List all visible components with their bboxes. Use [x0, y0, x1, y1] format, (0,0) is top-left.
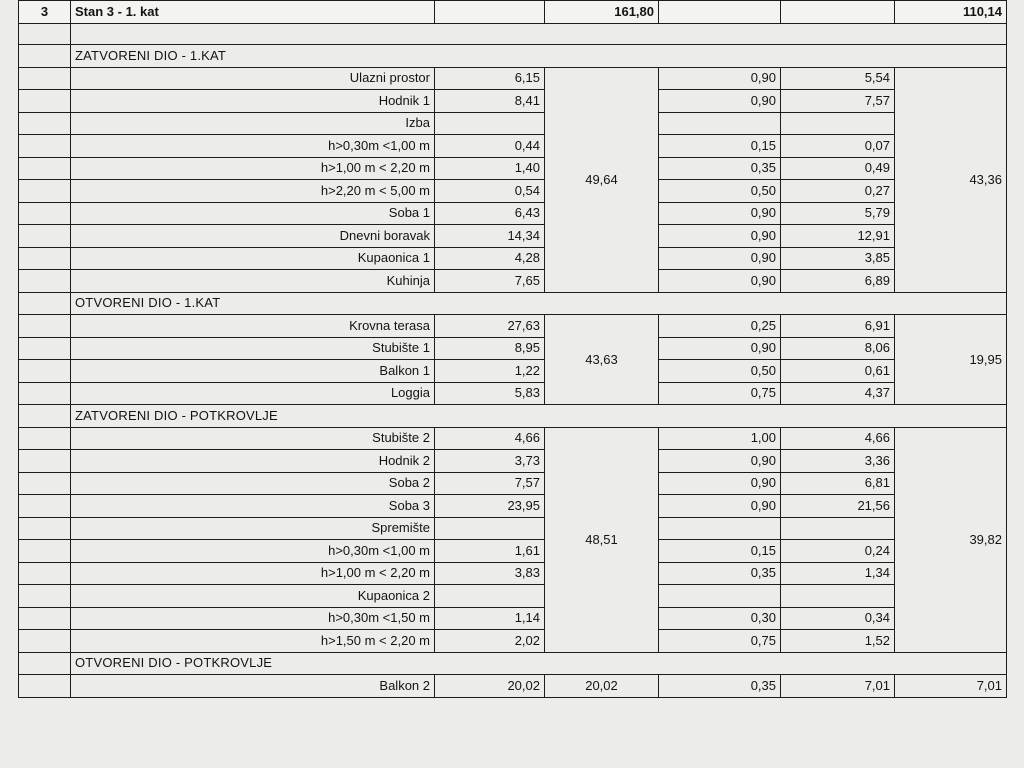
section-subtotal-net: 43,36: [895, 67, 1007, 292]
room-net-area: 0,07: [781, 135, 895, 158]
room-label: Balkon 1: [71, 360, 435, 383]
empty-cell: [19, 360, 71, 383]
empty-cell: [19, 270, 71, 293]
room-row: [19, 270, 1007, 293]
section-subtotal-gross: 48,51: [545, 427, 659, 652]
room-row: [19, 315, 1007, 338]
room-label: Ulazni prostor: [71, 67, 435, 90]
room-net-area: [781, 517, 895, 540]
section-header-row: [19, 652, 1007, 675]
room-row: [19, 427, 1007, 450]
room-label: Kuhinja: [71, 270, 435, 293]
room-coefficient: 0,15: [659, 135, 781, 158]
room-area: 8,95: [435, 337, 545, 360]
room-row: [19, 247, 1007, 270]
room-area: 3,73: [435, 450, 545, 473]
room-label: Spremište: [71, 517, 435, 540]
apartment-header-row: [19, 1, 1007, 24]
empty-cell: [19, 247, 71, 270]
section-title: ZATVORENI DIO - 1.KAT: [71, 45, 1007, 68]
room-label: h>0,30m <1,00 m: [71, 540, 435, 563]
empty-cell: [19, 495, 71, 518]
room-area: 23,95: [435, 495, 545, 518]
section-subtotal-net: 39,82: [895, 427, 1007, 652]
area-table: [18, 0, 1007, 698]
room-area: 1,22: [435, 360, 545, 383]
room-area: 5,83: [435, 382, 545, 405]
room-row: [19, 225, 1007, 248]
room-net-area: 0,61: [781, 360, 895, 383]
section-subtotal-gross: 43,63: [545, 315, 659, 405]
room-area: [435, 517, 545, 540]
room-net-area: 5,79: [781, 202, 895, 225]
empty-cell: [19, 45, 71, 68]
empty-cell: [19, 675, 71, 698]
room-label: Hodnik 2: [71, 450, 435, 473]
room-row: [19, 157, 1007, 180]
room-coefficient: 0,35: [659, 675, 781, 698]
room-area: 1,61: [435, 540, 545, 563]
room-coefficient: 0,90: [659, 337, 781, 360]
room-label: h>2,20 m < 5,00 m: [71, 180, 435, 203]
room-label: Kupaonica 2: [71, 585, 435, 608]
empty-cell: [71, 24, 1007, 45]
room-area: [435, 112, 545, 135]
room-coefficient: 0,75: [659, 630, 781, 653]
room-net-area: 0,49: [781, 157, 895, 180]
room-coefficient: 0,90: [659, 225, 781, 248]
apartment-total-net: 110,14: [895, 1, 1007, 24]
empty-cell: [19, 517, 71, 540]
room-coefficient: 0,90: [659, 202, 781, 225]
empty-cell: [19, 630, 71, 653]
spacer-row: [19, 24, 1007, 45]
room-area: 0,54: [435, 180, 545, 203]
empty-cell: [19, 315, 71, 338]
room-label: Balkon 2: [71, 675, 435, 698]
section-subtotal-net: 19,95: [895, 315, 1007, 405]
empty-cell: [19, 405, 71, 428]
room-row: [19, 607, 1007, 630]
room-area: 6,15: [435, 67, 545, 90]
room-label: Dnevni boravak: [71, 225, 435, 248]
room-net-area: 3,36: [781, 450, 895, 473]
room-area: 7,65: [435, 270, 545, 293]
section-subtotal-gross: 20,02: [545, 675, 659, 698]
apartment-index: 3: [19, 1, 71, 24]
room-coefficient: [659, 112, 781, 135]
room-label: Soba 2: [71, 472, 435, 495]
room-row: [19, 675, 1007, 698]
room-row: [19, 472, 1007, 495]
room-row: [19, 112, 1007, 135]
room-area: 8,41: [435, 90, 545, 113]
room-coefficient: 0,90: [659, 270, 781, 293]
room-label: Izba: [71, 112, 435, 135]
room-net-area: [781, 585, 895, 608]
room-coefficient: 1,00: [659, 427, 781, 450]
room-label: h>1,00 m < 2,20 m: [71, 562, 435, 585]
room-row: [19, 630, 1007, 653]
room-net-area: 6,81: [781, 472, 895, 495]
empty-cell: [19, 427, 71, 450]
room-coefficient: 0,90: [659, 495, 781, 518]
empty-cell: [19, 607, 71, 630]
empty-cell: [659, 1, 781, 24]
room-label: Stubište 1: [71, 337, 435, 360]
room-row: [19, 135, 1007, 158]
room-label: h>0,30m <1,50 m: [71, 607, 435, 630]
empty-cell: [19, 90, 71, 113]
section-subtotal-gross: 49,64: [545, 67, 659, 292]
room-area: 27,63: [435, 315, 545, 338]
room-net-area: 5,54: [781, 67, 895, 90]
room-net-area: 4,66: [781, 427, 895, 450]
section-header-row: [19, 45, 1007, 68]
room-coefficient: 0,15: [659, 540, 781, 563]
section-subtotal-net: 7,01: [895, 675, 1007, 698]
room-net-area: 0,24: [781, 540, 895, 563]
empty-cell: [19, 652, 71, 675]
room-net-area: 0,27: [781, 180, 895, 203]
room-coefficient: 0,90: [659, 450, 781, 473]
room-net-area: 1,34: [781, 562, 895, 585]
room-net-area: 1,52: [781, 630, 895, 653]
room-label: Soba 1: [71, 202, 435, 225]
empty-cell: [19, 180, 71, 203]
room-area: 3,83: [435, 562, 545, 585]
empty-cell: [19, 540, 71, 563]
room-area: 6,43: [435, 202, 545, 225]
section-header-row: [19, 292, 1007, 315]
room-coefficient: [659, 585, 781, 608]
empty-cell: [19, 562, 71, 585]
room-net-area: 12,91: [781, 225, 895, 248]
empty-cell: [19, 472, 71, 495]
section-title: OTVORENI DIO - POTKROVLJE: [71, 652, 1007, 675]
room-label: Krovna terasa: [71, 315, 435, 338]
empty-cell: [781, 1, 895, 24]
room-coefficient: 0,50: [659, 180, 781, 203]
room-coefficient: [659, 517, 781, 540]
room-row: [19, 90, 1007, 113]
room-label: Kupaonica 1: [71, 247, 435, 270]
room-row: [19, 540, 1007, 563]
room-label: Loggia: [71, 382, 435, 405]
room-coefficient: 0,90: [659, 90, 781, 113]
room-net-area: 7,57: [781, 90, 895, 113]
room-row: [19, 67, 1007, 90]
section-header-row: [19, 405, 1007, 428]
room-coefficient: 0,50: [659, 360, 781, 383]
room-row: [19, 202, 1007, 225]
empty-cell: [19, 225, 71, 248]
room-net-area: 6,89: [781, 270, 895, 293]
room-row: [19, 337, 1007, 360]
room-coefficient: 0,90: [659, 472, 781, 495]
room-row: [19, 382, 1007, 405]
room-row: [19, 562, 1007, 585]
section-title: ZATVORENI DIO - POTKROVLJE: [71, 405, 1007, 428]
room-area: 7,57: [435, 472, 545, 495]
room-net-area: 3,85: [781, 247, 895, 270]
room-area: [435, 585, 545, 608]
empty-cell: [19, 337, 71, 360]
room-net-area: 4,37: [781, 382, 895, 405]
room-row: [19, 585, 1007, 608]
room-row: [19, 180, 1007, 203]
room-net-area: 6,91: [781, 315, 895, 338]
room-coefficient: 0,30: [659, 607, 781, 630]
room-area: 1,40: [435, 157, 545, 180]
apartment-title: Stan 3 - 1. kat: [71, 1, 435, 24]
room-area: 0,44: [435, 135, 545, 158]
room-area: 20,02: [435, 675, 545, 698]
empty-cell: [19, 24, 71, 45]
empty-cell: [19, 450, 71, 473]
empty-cell: [19, 135, 71, 158]
room-area: 4,66: [435, 427, 545, 450]
room-net-area: 7,01: [781, 675, 895, 698]
room-net-area: [781, 112, 895, 135]
room-label: Hodnik 1: [71, 90, 435, 113]
room-row: [19, 495, 1007, 518]
room-label: h>1,50 m < 2,20 m: [71, 630, 435, 653]
room-area: 14,34: [435, 225, 545, 248]
room-label: Soba 3: [71, 495, 435, 518]
empty-cell: [19, 292, 71, 315]
room-net-area: 0,34: [781, 607, 895, 630]
room-coefficient: 0,75: [659, 382, 781, 405]
room-coefficient: 0,90: [659, 67, 781, 90]
empty-cell: [19, 382, 71, 405]
room-label: h>1,00 m < 2,20 m: [71, 157, 435, 180]
room-row: [19, 450, 1007, 473]
room-row: [19, 517, 1007, 540]
empty-cell: [19, 67, 71, 90]
room-coefficient: 0,35: [659, 562, 781, 585]
room-coefficient: 0,35: [659, 157, 781, 180]
room-coefficient: 0,90: [659, 247, 781, 270]
room-area: 2,02: [435, 630, 545, 653]
room-area: 4,28: [435, 247, 545, 270]
room-net-area: 21,56: [781, 495, 895, 518]
room-label: Stubište 2: [71, 427, 435, 450]
section-title: OTVORENI DIO - 1.KAT: [71, 292, 1007, 315]
empty-cell: [435, 1, 545, 24]
empty-cell: [19, 112, 71, 135]
room-area: 1,14: [435, 607, 545, 630]
room-coefficient: 0,25: [659, 315, 781, 338]
empty-cell: [19, 157, 71, 180]
room-label: h>0,30m <1,00 m: [71, 135, 435, 158]
room-net-area: 8,06: [781, 337, 895, 360]
empty-cell: [19, 585, 71, 608]
apartment-total-gross: 161,80: [545, 1, 659, 24]
room-row: [19, 360, 1007, 383]
empty-cell: [19, 202, 71, 225]
